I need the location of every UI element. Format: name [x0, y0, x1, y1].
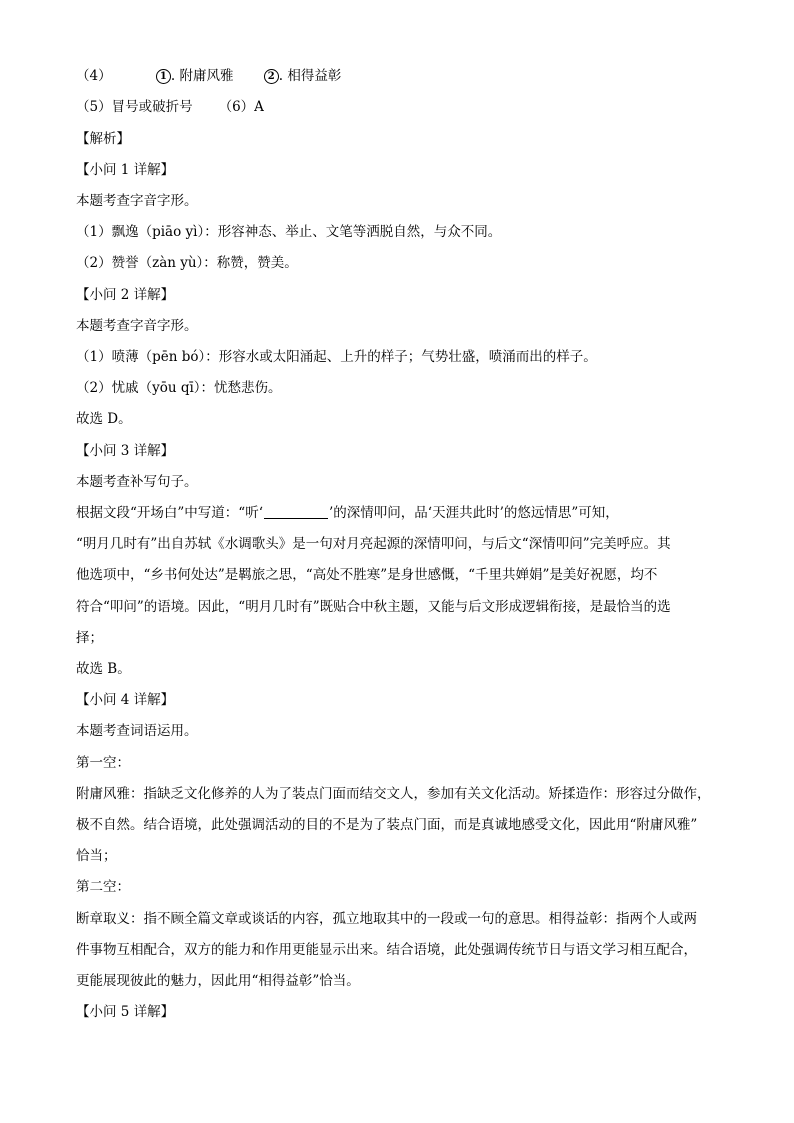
paragraph-line: 恰当； — [76, 848, 117, 864]
paragraph-line: 本题考查补写句子。 — [76, 474, 198, 490]
subquestion-heading: 【小问 4 详解】 — [76, 692, 175, 708]
paragraph-line: （2）忧戚（yōu qī）：忧愁悲伤。 — [76, 380, 282, 396]
paragraph-line: （1）飘逸（piāo yì）：形容神态、举止、文笔等洒脱自然，与众不同。 — [76, 224, 502, 240]
paragraph-line: （2）赞誉（zàn yù）：称赞，赞美。 — [76, 255, 298, 271]
answer-text: . 相得益彰 — [278, 68, 342, 84]
question-number: （4） — [76, 68, 112, 84]
paragraph-line: （1）喷薄（pēn bó）：形容水或太阳涌起、上升的样子；气势壮盛，喷涌而出的样子。 — [76, 349, 597, 365]
paragraph-text: 根据文段“开场白”中写道：“听‘ — [76, 505, 263, 521]
subquestion-heading: 【小问 5 详解】 — [76, 1004, 175, 1020]
paragraph-line: 故选 D。 — [76, 411, 132, 427]
paragraph-line: 件事物互相配合，双方的能力和作用更能显示出来。结合语境，此处强调传统节日与语文学习相互配合， — [76, 942, 697, 958]
paragraph-line: 故选 B。 — [76, 661, 131, 677]
paragraph-line — [76, 503, 794, 523]
subquestion-heading: 【小问 3 详解】 — [76, 443, 175, 459]
paragraph-line: 断章取义：指不顾全篇文章或谈话的内容，孤立地取其中的一段或一句的意思。相得益彰：指两个人或两 — [76, 911, 697, 927]
paragraph-line: 第一空： — [76, 755, 130, 771]
answer-line-4 — [76, 66, 794, 86]
answer-text: . 附庸风雅 — [170, 68, 234, 84]
paragraph-line: 本题考查字音字形。 — [76, 318, 198, 334]
answer-text: （6）A — [218, 99, 264, 115]
circled-number-1: 1 — [156, 69, 171, 84]
fill-in-blank — [264, 504, 328, 519]
subquestion-heading: 【小问 1 详解】 — [76, 162, 175, 178]
paragraph-line: 本题考查字音字形。 — [76, 193, 198, 209]
paragraph-line: 他选项中，“乡书何处达”是羁旅之思，“高处不胜寒”是身世感慨，“千里共婵娟”是美好祝愿，均不 — [76, 567, 658, 583]
paragraph-text: ’的深情叩问，品‘天涯共此时’的悠远情思”可知， — [329, 505, 619, 521]
section-heading: 【解析】 — [76, 131, 130, 147]
paragraph-line: 极不自然。结合语境，此处强调活动的目的不是为了装点门面，而是真诚地感受文化，因此用“附庸风雅” — [76, 817, 698, 833]
answer-text: （5）冒号或破折号 — [76, 99, 193, 115]
paragraph-line: 附庸风雅：指缺乏文化修养的人为了装点门面而结交文人，参加有关文化活动。矫揉造作：形容过分做作， — [76, 786, 711, 802]
circled-number-2: 2 — [264, 69, 279, 84]
paragraph-line: 第二空： — [76, 879, 130, 895]
answer-line-5-6 — [76, 97, 794, 117]
paragraph-line: 本题考查词语运用。 — [76, 723, 198, 739]
paragraph-line: 择； — [76, 630, 103, 646]
paragraph-line: 更能展现彼此的魅力，因此用“相得益彰”恰当。 — [76, 973, 360, 989]
paragraph-line: “明月几时有”出自苏轼《水调歌头》是一句对月亮起源的深情叩问，与后文“深情叩问”完美呼应。其 — [76, 536, 671, 552]
paragraph-line: 符合“叩问”的语境。因此，“明月几时有”既贴合中秋主题，又能与后文形成逻辑衔接，是最恰当的选 — [76, 599, 671, 615]
subquestion-heading: 【小问 2 详解】 — [76, 287, 175, 303]
